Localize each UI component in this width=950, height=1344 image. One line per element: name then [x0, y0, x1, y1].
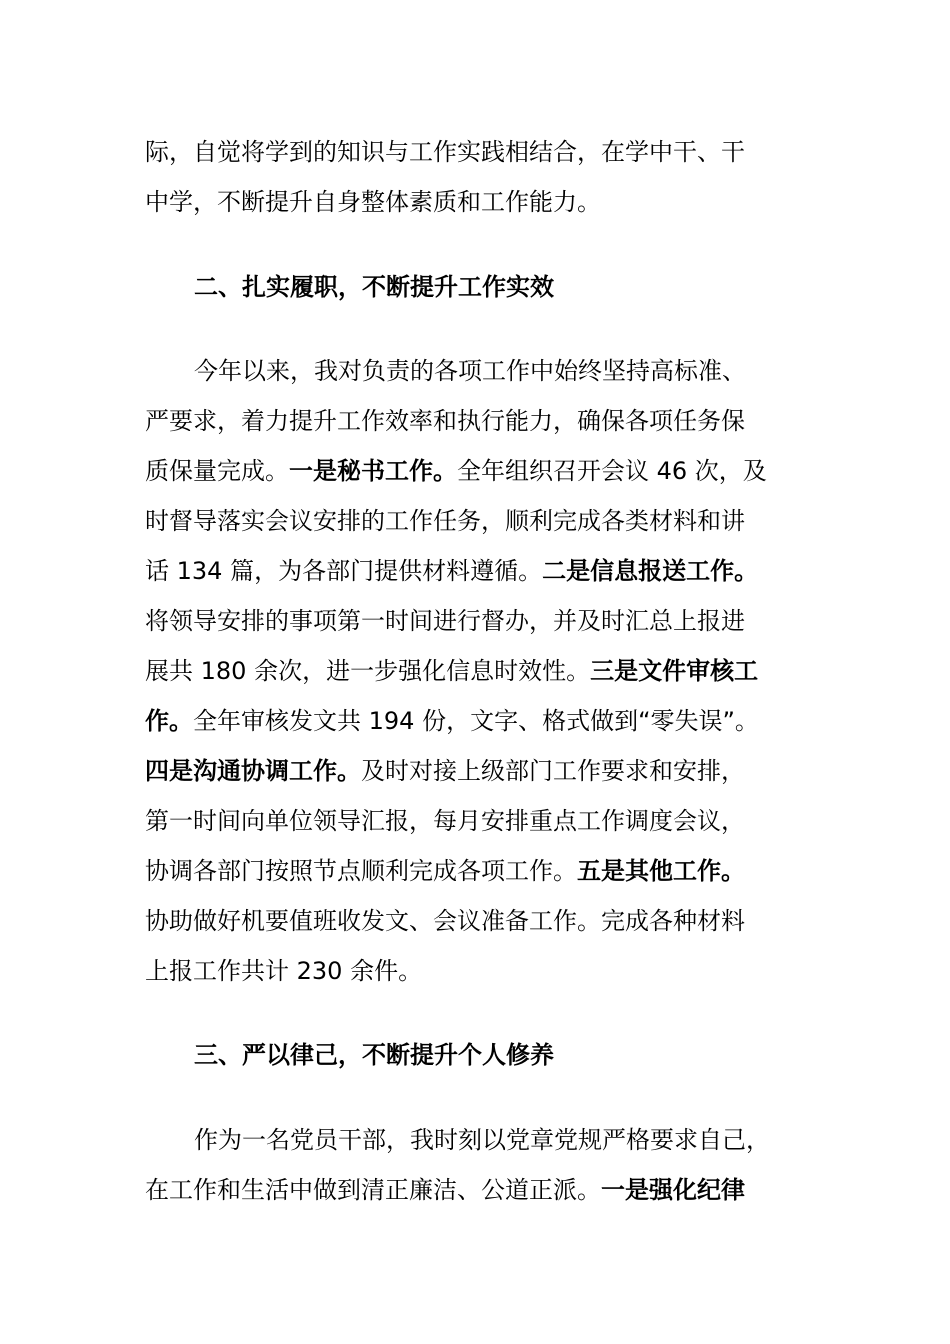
intro-paragraph — [145, 127, 745, 227]
text-run: 话 134 篇，为各部门提供材料遵循。 — [145, 557, 543, 585]
bold-run: 一是秘书工作。 — [289, 457, 457, 485]
section2-line-3 — [145, 446, 767, 496]
section2-line-5 — [145, 546, 767, 596]
intro-line-1: 际，自觉将学到的知识与工作实践相结合，在学中干、干 — [145, 138, 745, 166]
section2-line-13: 上报工作共计 230 余件。 — [145, 957, 423, 985]
bold-run: 二是信息报送工作。 — [542, 557, 759, 585]
bold-run: 三是文件审核工 — [590, 657, 759, 685]
text-run: 全年审核发文共 194 份，文字、格式做到“零失误”。 — [193, 707, 759, 735]
text-run: 协调各部门按照节点顺利完成各项工作。 — [145, 857, 577, 885]
section3-line-2 — [145, 1165, 770, 1215]
section2-paragraph — [145, 346, 767, 996]
text-run: 展共 180 余次，进一步强化信息时效性。 — [145, 657, 591, 685]
text-run: 质保量完成。 — [145, 457, 289, 485]
section2-line-8 — [145, 696, 767, 746]
section2-line-10: 第一时间向单位领导汇报，每月安排重点工作调度会议， — [145, 807, 745, 835]
section2-line-4: 时督导落实会议安排的工作任务，顺利完成各类材料和讲 — [145, 507, 745, 535]
intro-line-2: 中学，不断提升自身整体素质和工作能力。 — [145, 188, 601, 216]
section2-line-11 — [145, 846, 767, 896]
section2-heading: 二、扎实履职，不断提升工作实效 — [194, 273, 554, 301]
section2-line-12: 协助做好机要值班收发文、会议准备工作。完成各种材料 — [145, 907, 745, 935]
section2-line-2: 严要求，着力提升工作效率和执行能力，确保各项任务保 — [145, 407, 745, 435]
bold-run: 作。 — [145, 707, 193, 735]
text-run: 在工作和生活中做到清正廉洁、公道正派。 — [145, 1176, 601, 1204]
section2-line-7 — [145, 646, 767, 696]
section2-line-9 — [145, 746, 767, 796]
bold-run: 五是其他工作。 — [577, 857, 745, 885]
section2-line-6: 将领导安排的事项第一时间进行督办，并及时汇总上报进 — [145, 607, 745, 635]
section2-line-1: 今年以来，我对负责的各项工作中始终坚持高标准、 — [194, 357, 746, 385]
bold-run: 四是沟通协调工作。 — [145, 757, 361, 785]
text-run: 全年组织召开会议 46 次，及 — [457, 457, 767, 485]
section3-paragraph — [145, 1115, 770, 1215]
section3-line-1: 作为一名党员干部，我时刻以党章党规严格要求自己， — [194, 1126, 770, 1154]
bold-run: 一是强化纪律 — [601, 1176, 745, 1204]
text-run: 及时对接上级部门工作要求和安排， — [361, 757, 745, 785]
section3-heading: 三、严以律己，不断提升个人修养 — [194, 1041, 554, 1069]
